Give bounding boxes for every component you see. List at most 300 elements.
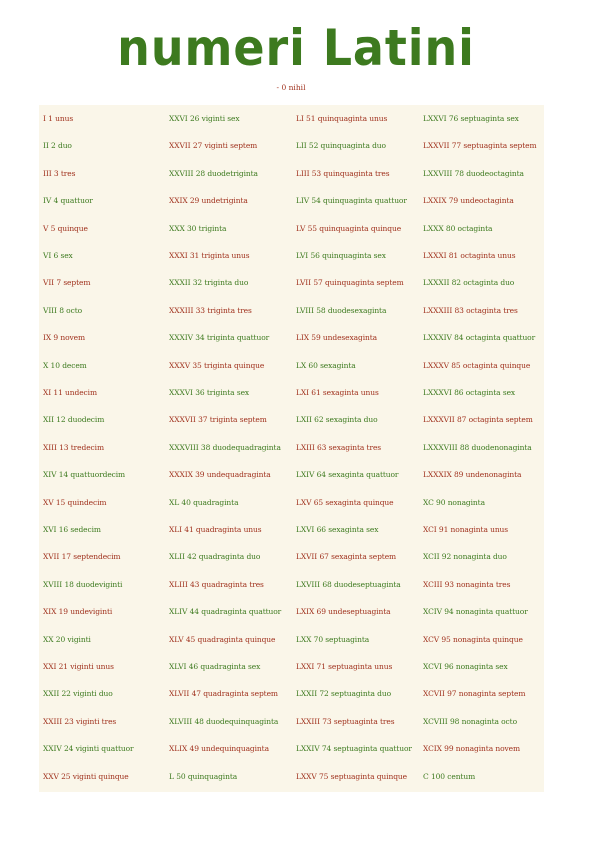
roman-text: XLIII	[169, 579, 188, 589]
arabic-text: 43	[190, 579, 200, 589]
numeral-entry	[169, 196, 248, 206]
arabic-text: 31	[189, 251, 200, 260]
numeral-entry	[423, 498, 485, 508]
roman-text: XXXVII	[169, 415, 196, 425]
roman-text: LXIX	[296, 607, 315, 617]
roman-text: LI	[296, 114, 304, 123]
numeral-entry	[169, 114, 240, 124]
roman-text: XXVII	[169, 141, 191, 151]
arabic-text: 55	[307, 223, 317, 233]
numeral-entry	[43, 470, 125, 480]
arabic-text: 28	[195, 168, 206, 178]
arabic-text: 53	[311, 168, 322, 178]
numeral-entry	[169, 717, 278, 727]
latin-text: duo	[58, 141, 72, 151]
numeral-entry	[169, 744, 269, 754]
arabic-text: 78	[454, 168, 464, 178]
arabic-text: 38	[200, 442, 211, 452]
numeral-entry	[169, 388, 249, 398]
numeral-entry	[423, 333, 535, 343]
latin-text: quinquaginta	[187, 771, 238, 781]
latin-text: octaginta	[457, 223, 493, 233]
latin-text: centum	[447, 771, 476, 781]
numeral-entry	[296, 772, 407, 782]
numeral-entry	[169, 552, 260, 562]
numeral-entry	[43, 552, 120, 562]
numeral-entry	[296, 361, 356, 371]
arabic-text: 23	[64, 716, 74, 726]
latin-text: undetriginta	[201, 196, 248, 206]
arabic-text: 15	[55, 497, 66, 507]
numeral-entry	[296, 141, 386, 151]
numeral-entry	[296, 196, 407, 206]
roman-text: LXI	[296, 388, 309, 397]
latin-text: viginti quattuor	[75, 744, 134, 754]
roman-text: XCI	[423, 525, 437, 534]
arabic-text: 57	[313, 278, 323, 288]
numeral-entry	[169, 689, 278, 699]
arabic-text: 51	[306, 114, 316, 123]
arabic-text: 46	[188, 662, 199, 671]
arabic-text: 75	[318, 771, 329, 781]
roman-text: L	[169, 771, 174, 781]
latin-text: sexaginta duo	[325, 415, 378, 425]
numeral-entry	[296, 114, 387, 124]
numeral-entry	[423, 635, 523, 645]
latin-text: viginti quinque	[72, 771, 129, 781]
arabic-text: 3	[53, 168, 59, 178]
arabic-text: 68	[322, 579, 332, 589]
latin-text: duodeviginti	[76, 579, 123, 589]
roman-text: XCIV	[423, 607, 442, 617]
roman-text: XXXI	[169, 251, 188, 260]
latin-text: quinquaginta quinque	[319, 223, 402, 233]
latin-text: quinquaginta unus	[317, 114, 388, 123]
roman-text: III	[43, 168, 52, 178]
latin-text: duodesexaginta	[327, 305, 387, 315]
roman-text: LV	[296, 223, 306, 233]
numeral-entry	[169, 415, 267, 425]
latin-text: sexaginta sex	[328, 525, 379, 534]
numeral-entry	[43, 169, 75, 179]
arabic-text: 81	[448, 251, 459, 260]
arabic-text: 54	[311, 196, 321, 206]
numeral-entry	[296, 580, 401, 590]
arabic-text: 39	[195, 470, 205, 480]
arabic-text: 66	[316, 525, 326, 534]
latin-text: quinquaginta tres	[323, 168, 390, 178]
roman-text: XV	[43, 497, 54, 507]
arabic-text: 36	[195, 388, 205, 397]
arabic-text: 56	[310, 251, 320, 260]
roman-text: LXXXVIII	[423, 442, 458, 452]
latin-text: duodeseptuaginta	[333, 579, 401, 589]
latin-text: viginti duo	[73, 689, 113, 699]
latin-text: duodetriginta	[207, 168, 258, 178]
latin-text: sexaginta	[320, 360, 356, 370]
numeral-entry	[43, 717, 116, 727]
numeral-entry	[423, 525, 508, 535]
roman-text: XLV	[169, 634, 184, 644]
roman-text: LXXV	[296, 771, 317, 781]
numeral-entry	[423, 662, 508, 672]
numeral-entry	[43, 278, 90, 288]
roman-text: XLIX	[169, 744, 188, 754]
numeral-entry	[169, 498, 238, 508]
arabic-text: 4	[53, 196, 59, 206]
roman-text: LII	[296, 141, 307, 151]
numeral-entry	[423, 689, 525, 699]
arabic-text: 7	[56, 278, 62, 288]
latin-text: quindecim	[67, 497, 107, 507]
roman-text: XXVIII	[169, 168, 194, 178]
arabic-text: 82	[451, 278, 461, 288]
roman-text: LXV	[296, 497, 312, 507]
numeral-entry	[169, 525, 262, 535]
numeral-entry	[423, 361, 530, 371]
numeral-entry	[296, 607, 391, 617]
arabic-text: 21	[58, 662, 68, 671]
numeral-entry	[43, 141, 72, 151]
roman-text: XVI	[43, 525, 57, 534]
roman-text: XLVII	[169, 689, 190, 699]
latin-text: septendecim	[73, 552, 121, 562]
latin-text: nonaginta octo	[461, 716, 517, 726]
numeral-entry	[43, 772, 129, 782]
arabic-text: 33	[195, 305, 205, 315]
numeral-entry	[423, 251, 515, 261]
latin-text: quadraginta quattuor	[201, 607, 282, 617]
arabic-text: 84	[454, 333, 464, 343]
latin-text: septuaginta sex	[460, 114, 519, 123]
latin-text: octo	[66, 305, 83, 315]
numeral-entry	[296, 525, 378, 535]
roman-text: LXXVII	[423, 141, 450, 151]
latin-text: octaginta quattuor	[465, 333, 536, 343]
roman-text: LXXXII	[423, 278, 450, 288]
page-title: numeri Latini	[117, 19, 475, 77]
numeral-entry	[43, 689, 113, 699]
numeral-entry	[43, 114, 73, 124]
arabic-text: 62	[314, 415, 324, 425]
latin-text: septuaginta quattuor	[333, 744, 412, 754]
latin-text: octaginta duo	[463, 278, 515, 288]
roman-text: XXII	[43, 689, 60, 699]
numerals-table	[39, 105, 544, 792]
arabic-text: 100	[430, 771, 445, 781]
latin-text: quadraginta septem	[203, 689, 278, 699]
latin-text: undeviginti	[70, 607, 113, 617]
latin-text: quadraginta	[193, 497, 239, 507]
arabic-text: 42	[187, 552, 197, 562]
numeral-entry	[169, 169, 258, 179]
arabic-text: 88	[459, 442, 470, 452]
arabic-text: 97	[447, 689, 457, 699]
numeral-entry	[423, 278, 514, 288]
arabic-text: 76	[448, 114, 459, 123]
roman-text: LX	[296, 360, 307, 370]
numeral-entry	[423, 717, 517, 727]
roman-text: LXVI	[296, 525, 315, 534]
arabic-text: 8	[59, 305, 64, 315]
latin-text: nonaginta unus	[450, 525, 509, 534]
arabic-text: 41	[184, 525, 194, 534]
latin-text: nonaginta novem	[455, 744, 520, 754]
numeral-entry	[296, 278, 404, 288]
latin-text: octaginta tres	[466, 305, 518, 315]
numeral-entry	[169, 772, 237, 782]
arabic-text: 24	[63, 744, 74, 754]
latin-text: quattuor	[60, 196, 93, 206]
numeral-entry	[169, 306, 252, 316]
numeral-entry	[423, 196, 514, 206]
roman-text: IV	[43, 196, 52, 206]
latin-text: viginti sex	[201, 114, 240, 123]
numeral-entry	[43, 498, 106, 508]
arabic-text: 89	[454, 470, 464, 480]
numeral-entry	[423, 552, 507, 562]
latin-text: septuaginta quinque	[330, 771, 407, 781]
numeral-entry	[43, 662, 114, 672]
arabic-text: 58	[316, 305, 326, 315]
latin-text: octaginta sex	[465, 388, 516, 397]
latin-text: quinquaginta septem	[324, 278, 404, 288]
numeral-entry	[296, 169, 389, 179]
latin-text: sexaginta quinque	[325, 497, 394, 507]
latin-text: viginti tres	[76, 716, 117, 726]
arabic-text: 2	[51, 141, 56, 151]
roman-text: XCIII	[423, 579, 443, 589]
latin-text: sexaginta septem	[331, 552, 397, 562]
arabic-text: 19	[58, 607, 68, 617]
latin-text: septuaginta duo	[331, 689, 391, 699]
latin-text: quattuordecim	[70, 470, 126, 480]
roman-text: LXXXVII	[423, 415, 455, 425]
latin-text: quadraginta unus	[195, 525, 262, 534]
latin-text: nonaginta duo	[453, 552, 507, 562]
arabic-text: 65	[313, 497, 324, 507]
roman-text: XC	[423, 497, 434, 507]
arabic-text: 40	[181, 497, 191, 507]
numeral-entry	[296, 306, 386, 316]
numeral-entry	[423, 415, 533, 425]
arabic-text: 61	[311, 388, 321, 397]
latin-text: septuaginta unus	[328, 662, 393, 671]
latin-text: triginta septem	[209, 415, 267, 425]
roman-text: LXXX	[423, 223, 444, 233]
roman-text: LVI	[296, 251, 309, 260]
roman-text: XLVI	[169, 662, 187, 671]
latin-text: tres	[60, 168, 76, 178]
arabic-text: 77	[451, 141, 462, 151]
roman-text: LXIII	[296, 442, 315, 452]
latin-text: sexaginta tres	[328, 442, 382, 452]
numeral-entry	[423, 388, 515, 398]
roman-text: I	[43, 114, 46, 123]
arabic-text: 37	[198, 415, 208, 425]
arabic-text: 72	[319, 689, 329, 699]
arabic-text: 52	[308, 141, 319, 151]
roman-text: LXXVI	[423, 114, 447, 123]
numeral-entry	[169, 141, 257, 151]
latin-text: septuaginta septem	[463, 141, 537, 151]
numeral-entry	[169, 470, 271, 480]
arabic-text: 98	[449, 716, 460, 726]
numeral-entry	[169, 278, 248, 288]
latin-text: sedecim	[70, 525, 101, 534]
arabic-text: 92	[441, 552, 452, 562]
numeral-entry	[43, 388, 97, 398]
roman-text: V	[43, 223, 49, 233]
arabic-text: 87	[456, 415, 467, 425]
latin-text: duodenonaginta	[471, 442, 532, 452]
arabic-text: 79	[448, 196, 459, 206]
roman-text: LXXIII	[296, 716, 320, 726]
arabic-text: 34	[195, 333, 205, 343]
numeral-entry	[43, 443, 104, 453]
arabic-text: 91	[438, 525, 449, 534]
arabic-text: 44	[189, 607, 199, 617]
latin-text: duodecim	[67, 415, 105, 425]
numeral-entry	[296, 333, 377, 343]
roman-text: XCV	[423, 634, 440, 644]
arabic-text: 71	[316, 662, 326, 671]
arabic-text: 35	[192, 360, 202, 370]
latin-text: sexaginta quattuor	[328, 470, 399, 480]
latin-text: nonaginta tres	[456, 579, 511, 589]
numeral-entry	[296, 251, 386, 261]
roman-text: XXVI	[169, 114, 188, 123]
arabic-text: 10	[50, 360, 60, 370]
roman-text: XCIX	[423, 744, 442, 754]
roman-text: LIII	[296, 168, 310, 178]
latin-text: quadraginta tres	[201, 579, 264, 589]
roman-text: XXXVI	[169, 388, 193, 397]
roman-text: LVIII	[296, 305, 314, 315]
numeral-entry	[169, 251, 249, 261]
latin-text: quinquaginta duo	[320, 141, 386, 151]
arabic-text: 16	[58, 525, 69, 534]
numeral-entry	[296, 224, 401, 234]
roman-text: XIX	[43, 607, 57, 617]
arabic-text: 60	[308, 360, 318, 370]
arabic-text: 9	[53, 333, 59, 343]
arabic-text: 13	[59, 442, 69, 452]
latin-text: decem	[62, 360, 87, 370]
roman-text: XII	[43, 415, 54, 425]
arabic-text: 64	[316, 470, 326, 480]
numeral-entry	[423, 744, 520, 754]
roman-text: XXI	[43, 662, 57, 671]
arabic-text: 30	[187, 223, 197, 233]
roman-text: XXXIV	[169, 333, 193, 343]
roman-text: XVII	[43, 552, 60, 562]
numeral-entry	[169, 333, 269, 343]
roman-text: LXXVIII	[423, 168, 453, 178]
latin-text: nonaginta septem	[458, 689, 526, 699]
arabic-text: 25	[61, 771, 71, 781]
arabic-text: 11	[53, 388, 63, 397]
numeral-entry	[423, 607, 528, 617]
latin-text: septem	[63, 278, 91, 288]
latin-text: duodequadraginta	[212, 442, 281, 452]
latin-text: quinquaginta quattuor	[323, 196, 407, 206]
arabic-text: 20	[55, 634, 66, 644]
roman-text: LXXIX	[423, 196, 447, 206]
latin-text: triginta	[198, 223, 227, 233]
numeral-entry	[296, 498, 394, 508]
latin-text: nonaginta quattuor	[455, 607, 528, 617]
arabic-text: 45	[185, 634, 196, 644]
roman-text: C	[423, 771, 429, 781]
roman-text: XXIII	[43, 716, 63, 726]
numeral-entry	[296, 552, 396, 562]
latin-text: octaginta quinque	[462, 360, 531, 370]
arabic-text: 74	[321, 744, 332, 754]
latin-text: triginta duo	[204, 278, 249, 288]
zero-line: - 0 nihil	[276, 83, 306, 92]
roman-text: VI	[43, 251, 52, 260]
roman-text: XXIV	[43, 744, 62, 754]
roman-text: LXXXIV	[423, 333, 452, 343]
roman-text: XVIII	[43, 579, 63, 589]
numeral-entry	[423, 306, 518, 316]
latin-text: sex	[60, 251, 73, 260]
latin-text: duodequinquaginta	[206, 716, 279, 726]
roman-text: IX	[43, 333, 52, 343]
arabic-text: 32	[192, 278, 203, 288]
latin-text: nonaginta sex	[455, 662, 508, 671]
numeral-entry	[296, 415, 378, 425]
roman-text: XXXIX	[169, 470, 193, 480]
numeral-entry	[169, 361, 264, 371]
roman-text: XLIV	[169, 607, 188, 617]
numeral-entry	[169, 580, 264, 590]
numeral-entry	[169, 635, 275, 645]
roman-text: XIII	[43, 442, 57, 452]
roman-text: LXXXV	[423, 360, 449, 370]
latin-text: nonaginta quinque	[453, 634, 523, 644]
roman-text: XLII	[169, 552, 185, 562]
arabic-text: 96	[444, 662, 454, 671]
arabic-text: 48	[194, 716, 204, 726]
numeral-entry	[296, 388, 379, 398]
arabic-text: 22	[61, 689, 71, 699]
numeral-entry	[423, 580, 510, 590]
latin-text: octaginta septem	[468, 415, 533, 425]
latin-text: undeseptuaginta	[328, 607, 391, 617]
arabic-text: 86	[454, 388, 464, 397]
roman-text: LXXI	[296, 662, 315, 671]
arabic-text: 99	[444, 744, 454, 754]
roman-text: XXXV	[169, 360, 191, 370]
arabic-text: 80	[445, 223, 456, 233]
numeral-entry	[423, 772, 475, 782]
roman-text: LXXII	[296, 689, 318, 699]
numeral-entry	[423, 224, 492, 234]
arabic-text: 95	[441, 634, 451, 644]
roman-text: LIV	[296, 196, 310, 206]
numeral-entry	[169, 607, 281, 617]
numeral-entry	[43, 607, 112, 617]
numeral-entry	[423, 443, 532, 453]
latin-text: quadraginta duo	[198, 552, 261, 562]
roman-text: LXXXI	[423, 251, 447, 260]
roman-text: XCII	[423, 552, 440, 562]
numeral-entry	[423, 141, 537, 151]
numeral-entry	[43, 744, 134, 754]
roman-text: LVII	[296, 278, 312, 288]
